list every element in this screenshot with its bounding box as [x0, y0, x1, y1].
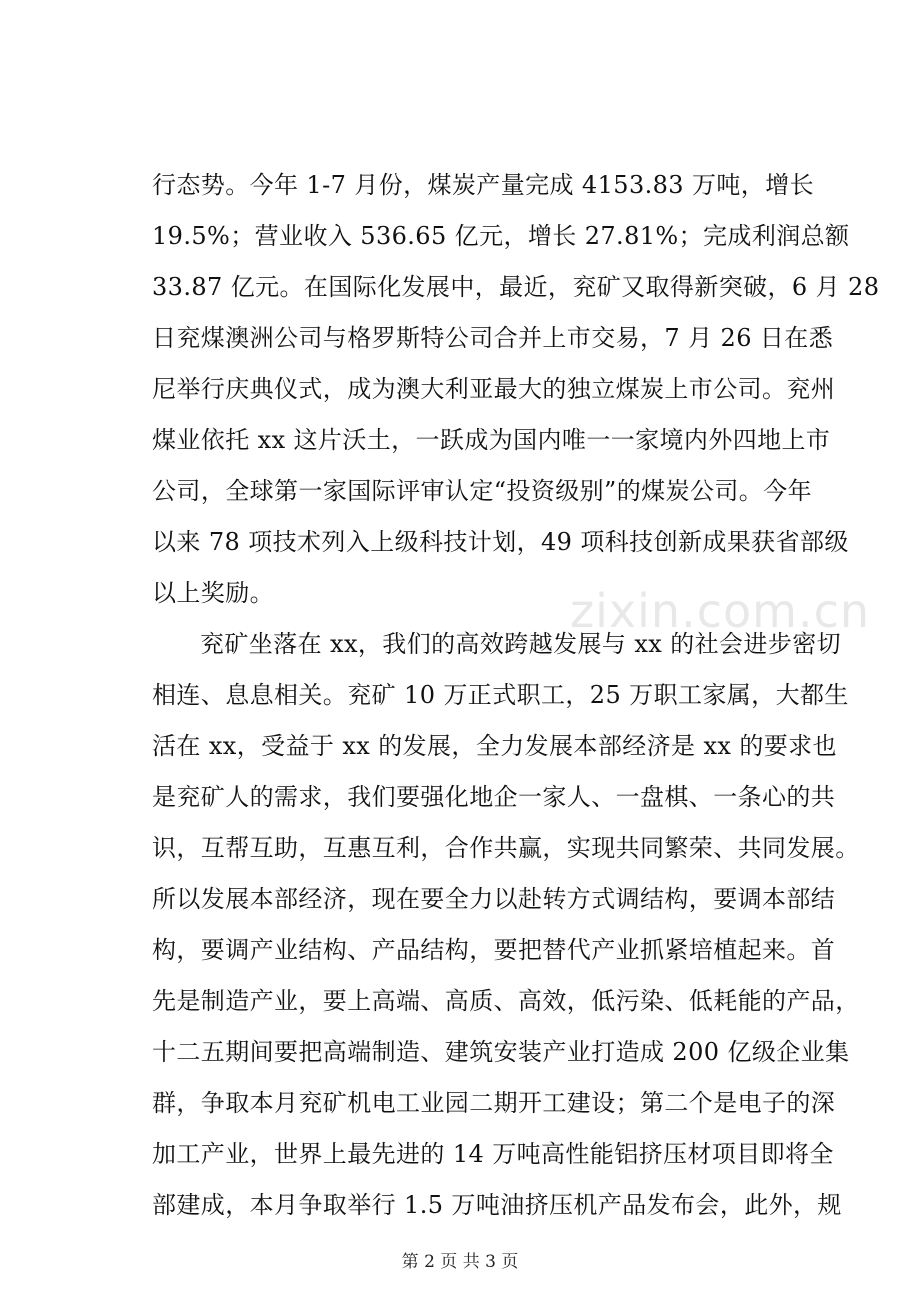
page-footer: 第 2 页 共 3 页 — [401, 1252, 519, 1272]
paragraph-2-line-1: 兖矿坐落在 xx，我们的高效跨越发展与 xx 的社会进步密切 — [200, 630, 842, 658]
paragraph-1-line-1: 行态势。今年 1-7 月份，煤炭产量完成 4153.83 万吨，增长 — [152, 171, 815, 199]
paragraph-1-line-3: 33.87 亿元。在国际化发展中，最近，兖矿又取得新突破，6 月 28 — [152, 273, 880, 301]
paragraph-2-line-12: 部建成，本月争取举行 1.5 万吨油挤压机产品发布会，此外，规 — [152, 1191, 842, 1219]
paragraph-1-line-8: 以来 78 项技术列入上级科技计划，49 项科技创新成果获省部级 — [152, 528, 849, 556]
paragraph-2-line-5: 识，互帮互助，互惠互利，合作共赢，实现共同繁荣、共同发展。 — [152, 834, 860, 862]
paragraph-1-line-5: 尼举行庆典仪式，成为澳大利亚最大的独立煤炭上市公司。兖州 — [152, 375, 836, 403]
paragraph-1-line-9: 以上奖励。 — [152, 579, 274, 607]
paragraph-2-line-3: 活在 xx，受益于 xx 的发展，全力发展本部经济是 xx 的要求也 — [152, 732, 837, 760]
paragraph-1-line-6: 煤业依托 xx 这片沃土，一跃成为国内唯一一家境内外四地上市 — [152, 426, 831, 454]
paragraph-2-line-6: 所以发展本部经济，现在要全力以赴转方式调结构，要调本部结 — [152, 885, 836, 913]
paragraph-1-line-2: 19.5%；营业收入 536.65 亿元，增长 27.81%；完成利润总额 — [152, 222, 850, 250]
paragraph-2-line-10: 群，争取本月兖矿机电工业园二期开工建设；第二个是电子的深 — [152, 1089, 836, 1117]
paragraph-1-line-4: 日兖煤澳洲公司与格罗斯特公司合并上市交易，7 月 26 日在悉 — [152, 324, 834, 352]
paragraph-2-line-2: 相连、息息相关。兖矿 10 万正式职工，25 万职工家属，大都生 — [152, 681, 849, 709]
paragraph-2-line-7: 构，要调产业结构、产品结构，要把替代产业抓紧培植起来。首 — [152, 936, 836, 964]
watermark: zixin.com.cn — [570, 584, 871, 638]
paragraph-2-line-11: 加工产业，世界上最先进的 14 万吨高性能铝挤压材项目即将全 — [152, 1140, 834, 1168]
paragraph-2-line-9: 十二五期间要把高端制造、建筑安装产业打造成 200 亿级企业集 — [152, 1038, 850, 1066]
paragraph-2-line-4: 是兖矿人的需求，我们要强化地企一家人、一盘棋、一条心的共 — [152, 783, 836, 811]
paragraph-2-line-8: 先是制造产业，要上高端、高质、高效，低污染、低耗能的产品， — [152, 987, 860, 1015]
paragraph-1-line-7: 公司，全球第一家国际评审认定“投资级别”的煤炭公司。今年 — [152, 477, 812, 505]
